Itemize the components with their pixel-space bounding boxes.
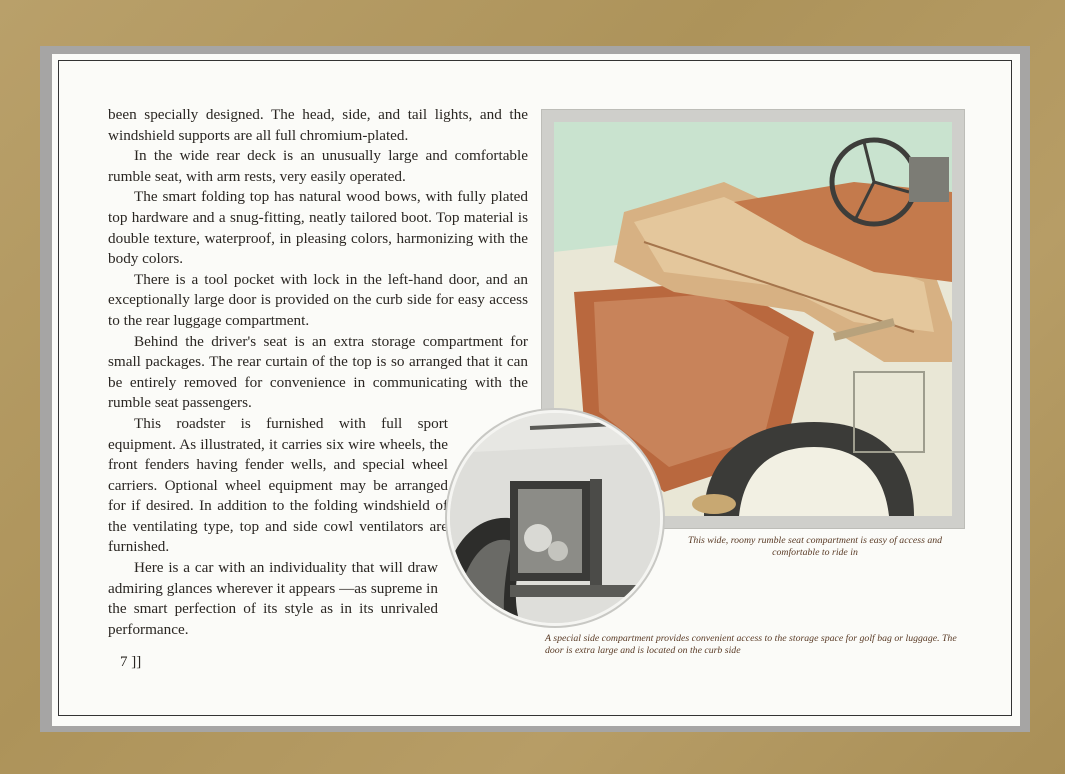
paragraph: Behind the driver's seat is an extra storage compartment for small packages. The rear curtain of the top is so arranged that it can be entirely removed for convenience in communicating with the rumble seat passengers.: [108, 332, 528, 412]
paragraph: In the wide rear deck is an unusually large and comfortable rumble seat, with arm rests, very easily operated.: [108, 147, 528, 185]
caption-rumble-seat: This wide, roomy rumble seat compartment is easy of access and comfortable to ride in: [687, 535, 943, 558]
paragraph: Here is a car with an individuality that will draw admiring glances wherever it appears —as supreme in the smart perfection of its style as in its unrivaled performance.: [108, 559, 438, 638]
caption-side-compartment: A special side compartment provides convenient access to the storage space for golf bag or luggage. The door is extra large and is located on the curb side: [545, 633, 957, 656]
paragraph: been specially designed. The head, side, and tail lights, and the windshield supports are all full chromium-plated.: [108, 106, 528, 144]
side-compartment-drawing: [450, 413, 660, 623]
paragraph: There is a tool pocket with lock in the left-hand door, and an exceptionally large door is provided on the curb side for easy access to the rear luggage compartment.: [108, 270, 528, 329]
side-compartment-inset: [450, 413, 660, 623]
paragraph: This roadster is furnished with full sport equipment. As illustrated, it carries six wire wheels, the front fenders having fender wells, and special wheel carriers. Optional wheel equipment may be arranged for if desired. In addition to the folding windshield of the ventilating type, top and side cowl ventilators are furnished.: [108, 414, 448, 556]
paragraph: The smart folding top has natural wood bows, with fully plated top hardware and a snug-fitting, neatly tailored boot. Top material is double texture, waterproof, in pleasing colors, harmonizing with the body colors.: [108, 188, 528, 268]
page-number: 7 ]]: [120, 654, 142, 670]
